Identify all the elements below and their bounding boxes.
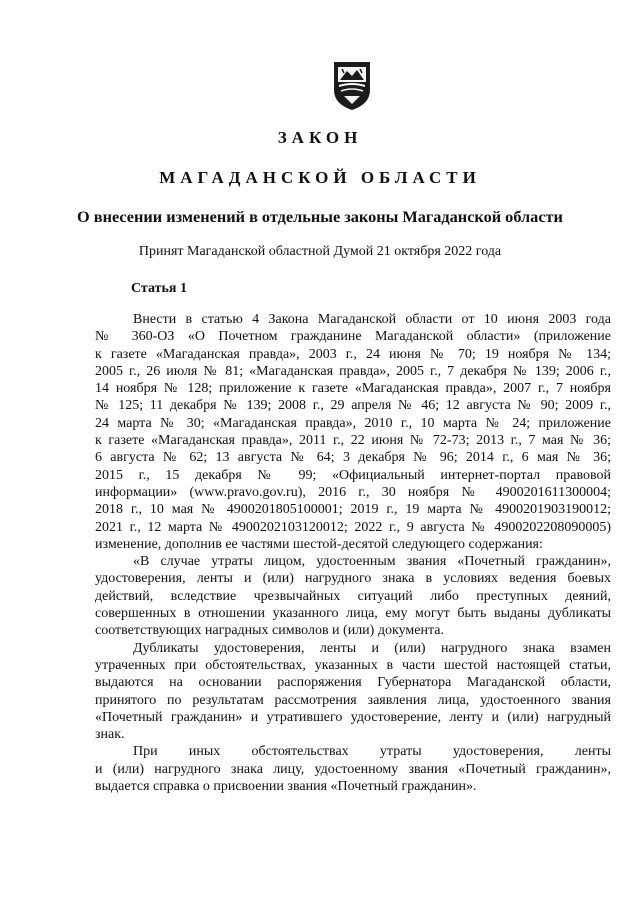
text-line: № 360-ОЗ «О Почетном гражданине Магаданской области» (приложение [95, 329, 611, 345]
magadan-coat-of-arms-icon [330, 60, 374, 112]
law-subject: О внесении изменений в отдельные законы Магаданской области [77, 207, 563, 226]
text-line: 24 марта № 30; «Магаданская правда», 2010 г., 10 марта № 24; приложение [95, 415, 611, 431]
text-line: действий, вследствие чрезвычайных ситуаций либо преступных деяний, [95, 588, 611, 604]
text-line: соответствующих наградных символов и (или) документа. [95, 623, 444, 639]
text-line: Дубликаты удостоверения, ленты и (или) нагрудного знака взамен [133, 640, 611, 656]
text-line: выдается справка о присвоении звания «Почетный гражданин». [95, 779, 477, 795]
text-line: Внести в статью 4 Закона Магаданской области от 10 июня 2003 года [133, 312, 611, 327]
text-line: удостоверения, ленты и (или) нагрудного знака в условиях ведения боевых [95, 571, 611, 587]
text-line: 2018 г., 10 мая № 4900201805100001; 2019 г., 19 марта № 4900201903190012; [95, 502, 611, 518]
adoption-line: Принят Магаданской областной Думой 21 октября 2022 года [138, 244, 502, 259]
text-line: При иных обстоятельствах утраты удостоверения, ленты [133, 744, 611, 760]
text-line: к газете «Магаданская правда», 2003 г., 24 июня № 70; 19 ноября № 134; [95, 346, 611, 362]
text-line: утраченных при обстоятельствах, указанных в части шестой настоящей статьи, [95, 657, 611, 673]
article-heading: Статья 1 [131, 281, 187, 296]
text-line: к газете «Магаданская правда», 2011 г., 22 июня № 72-73; 2013 г., 7 мая № 36; [95, 433, 611, 449]
text-line: принятого по результатам рассмотрения заявления лица, удостоенного звания [95, 692, 611, 708]
text-line: и (или) нагрудного знака лицу, удостоенному звания «Почетный гражданин», [95, 761, 611, 777]
text-line: знак. [95, 727, 125, 743]
region-title: МАГАДАНСКОЙ ОБЛАСТИ [159, 168, 481, 187]
text-line: изменение, дополнив ее частями шестой-десятой следующего содержания: [95, 536, 543, 552]
text-line: информации» (www.pravo.gov.ru), 2016 г., 30 ноября № 4900201611300004; [95, 484, 611, 500]
article-body [95, 311, 611, 795]
text-line: 2005 г., 26 июля № 81; «Магаданская правда», 2005 г., 7 декабря № 139; 2006 г., [95, 363, 611, 379]
text-line: «В случае утраты лицом, удостоенным звания «Почетный гражданин», [133, 554, 611, 570]
text-line: № 125; 11 декабря № 139; 2008 г., 29 апреля № 46; 12 августа № 90; 2009 г., [95, 398, 611, 414]
text-line: 14 ноября № 128; приложение к газете «Магаданская правда», 2007 г., 7 ноября [95, 381, 611, 397]
text-line: 2015 г., 15 декабря № 99; «Официальный интернет-портал правовой [95, 467, 611, 483]
text-line: совершенных в отношении указанного лица, ему могут быть выданы дубликаты [95, 606, 611, 622]
text-line: 2021 г., 12 марта № 4900202103120012; 2022 г., 9 августа № 4900202208090005) [95, 519, 611, 535]
law-title: ЗАКОН [277, 128, 363, 147]
text-line: выдаются на основании распоряжения Губернатора Магаданской области, [95, 675, 611, 691]
text-line: 6 августа № 62; 13 августа № 64; 3 декабря № 96; 2014 г., 6 мая № 36; [95, 450, 611, 466]
text-line: «Почетный гражданин» и утратившего удостоверение, ленту и (или) нагрудный [95, 709, 611, 725]
